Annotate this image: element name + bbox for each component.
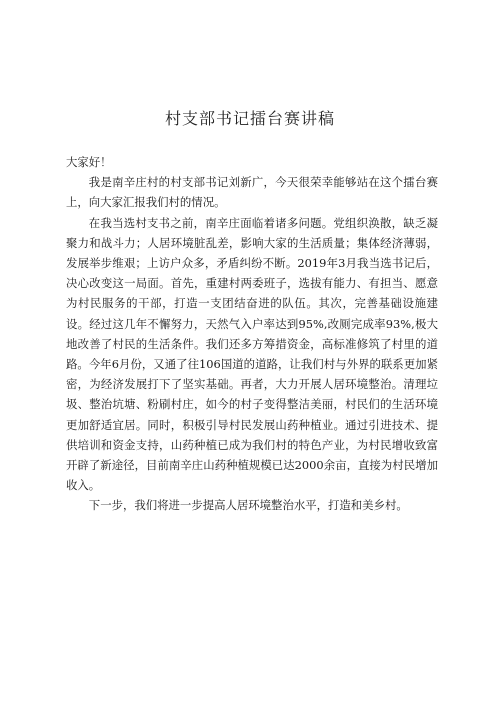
paragraph-achievements: 在我当选村支书之前，南辛庄面临着诸多问题。党组织涣散，缺乏凝聚力和战斗力；人居环境脏乱差，影响大家的生活质量；集体经济薄弱，发展举步维艰；上访户众多，矛盾纠纷不断。2019年3月我当选书记后，决心改变这一局面。首先，重建村两委班子，选拔有能力、有担当、愿意为村民服务的干部，打造一支团结奋进的队伍。其次，完善基础设施建设。经过这几年不懈努力，天然气入户率达到95%,改厕完成率93%,极大地改善了村民的生活条件。我们还多方筹措资金，高标准修筑了村里的道路。今年6月份，又通了往106国道的道路，让我们村与外界的联系更加紧密，为经济发展打下了坚实基础。再者，大力开展人居环境整治。清理垃圾、整治坑塘、粉刷村庄，如今的村子变得整洁美丽，村民们的生活环境更加舒适宜居。同时，积极引导村民发展山药种植业。通过引进技术、提供培训和资金支持，山药种植已成为我们村的特色产业，为村民增收致富开辟了新途径，目前南辛庄山药种植规模已达2000余亩，直接为村民增加收入。 [66, 215, 438, 493]
paragraph-next-steps: 下一步，我们将进一步提高人居环境整治水平，打造和美乡村。 [88, 498, 408, 513]
document-title: 村支部书记擂台赛讲稿 [164, 109, 335, 128]
document-body [66, 152, 438, 516]
greeting-line: 大家好！ [66, 155, 112, 169]
paragraph-intro: 我是南辛庄村的村支部书记刘新广，今天很荣幸能够站在这个擂台赛上，向大家汇报我们村的情况。 [66, 175, 438, 210]
